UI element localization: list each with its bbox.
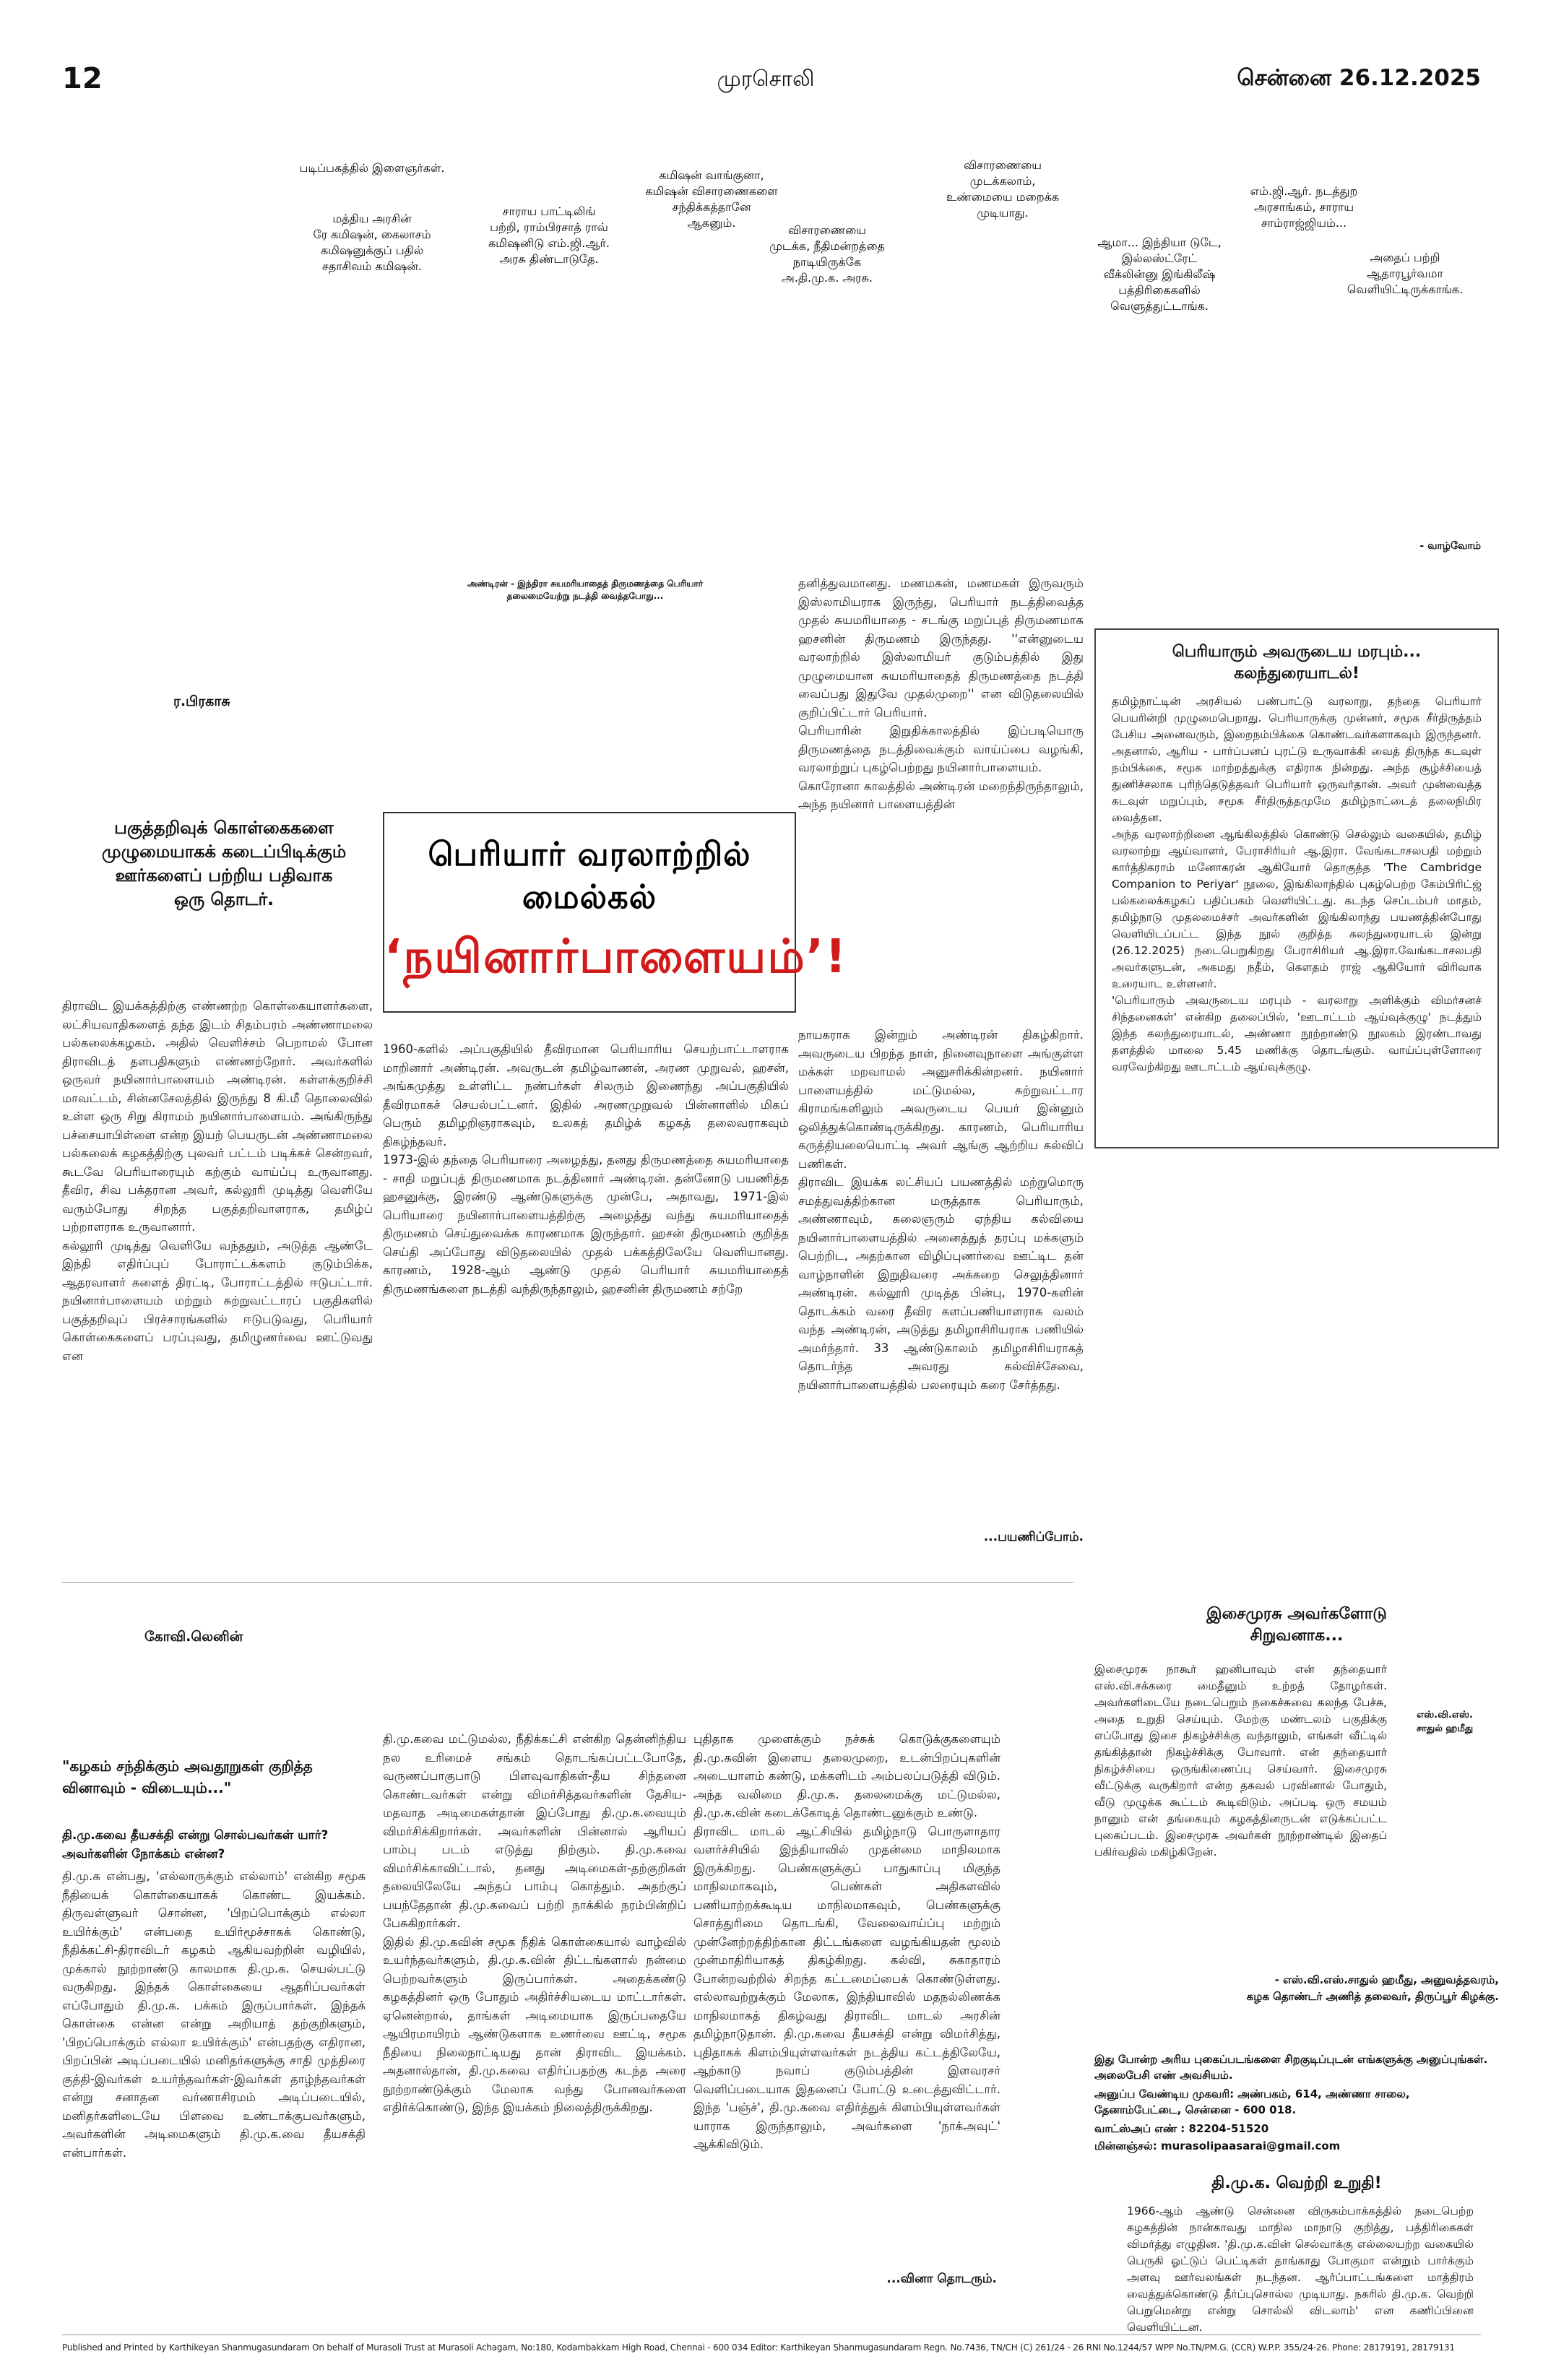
cartoon-bubble: மத்திய அரசின் ரே கமிஷன், கைலாசம் கமிஷனுக்குப் பதில் சதாசிவம் கமிஷன். — [313, 212, 431, 273]
victory-text: 1966-ஆம் ஆண்டு சென்னை விருகம்பாக்கத்தில் நடைபெற்ற கழகத்தின் நான்காவது மாநில மாநாடு குறித்து, பத்திரிகைகள் விமர்த்து எழுதின. 'தி.மு.க.வின் செல்வாக்கு எல்லையற்ற வகையில் பெருகி ஓட்டுப் பெட்டிகள் தாங்காது போகுமா என்றும் பார்க்கும் அளவு ஊர்வலங்கள் நடந்தன. ஆர்ப்பாட்டங்களை மாத்திரம் வைத்துக்கொண்டு தீர்ப்புசொல்ல முடியாது. நகரில் தி.மு.க. வெற்றி பெறுமென்று என்று சொல்லி விடலாம்' என கணிப்பினை வெளியிட்டன. — [1127, 2204, 1474, 2334]
sidebar-text: தமிழ்நாட்டின் அரசியல் பண்பாட்டு வரலாறு, தந்தை பெரியார் பெயரின்றி முழுமைபெறாது. பெரியாருக்கு முன்னர், சமூக சீர்திருத்தம் பேசிய அனைவரும், இறைநம்பிக்கை கொண்டவர்களாகவும் இருந்தனர். அதனால், ஆரிய - பார்ப்பனப் புரட்டு உருவாக்கி வைத் திருந்த கடவுள் நம்பிக்கை, சமூக மாற்றத்துக்கு எதிராக நின்றது. அந்த சூழ்ச்சியைத் துணிச்சலாக புரிந்தெடுத்தவர் பெரியார் ஒருவர்தான். அவர் முன்வைத்த கடவுள் மறுப்பும், சமூக சீர்திருத்தமுமே தமிழ்நாட்டைத் தலைநிமிர வைத்தன. அந்த வரலாற்றினை ஆங்கிலத்தில் கொண்டு செல்லும் வகையில், தமிழ் வரலாற்று ஆய்வாளர், பேராசிரியர் ஆ.இரா. வேங்கடாசலபதி மற்றும் கார்த்திகராம் மனோகரன் ஆகியோர் தொகுத்த 'The Cambridge Companion to Periyar' நூலை, இங்கிலாந்தில் புகழ்பெற்ற கேம்பிரிட்ஜ் பல்கலைக்கழகப் பதிப்பகம் வெளியிட்டது. கடந்த செப்டம்பர் மாதம், தமிழ்நாடு முதலமைச்சர் அவர்களின் இங்கிலாந்து பயணத்தின்போது வெளியிடப்பட்ட இந்த நூல் குறித்த கலந்துரையாடல் இன்று (26.12.2025) நடைபெறுகிறது பேராசிரியர் ஆ.இரா.வேங்கடாசலபதி அவர்களுடன், அகமது நதீம், கௌதம் ராஜ் ஆகியோர் விரிவாக உரையாட உள்ளனர். 'பெரியாரும் அவருடைய மரபும் - வரலாறு அளிக்கும் விமர்சனச் சிந்தனைகள்' என்கிற தலைப்பில், 'ஊடாட்டம் ஆய்வுக்குழு' நடத்தும் இந்த கலந்துரையாடல், அண்ணா நூற்றாண்டு நூலகம் இரண்டாவது தளத்தில் மாலை 5.45 மணிக்கு தொடங்கும். வாய்ப்புள்ளோரை வரவேற்கிறது ஊடாட்டம் ஆய்வுக்குழு. — [1112, 695, 1482, 1073]
whatsapp-number: வாட்ஸ்அப் எண் : 82204-51520 — [1094, 2122, 1269, 2135]
article1-col2-text: 1960-களில் அப்பகுதியில் தீவிரமான பெரியாரிய செயற்பாட்டாளராக மாறினார் அண்டிரன். அவருடன் தமிழ்வாணன், அரண முறுவல், ஹசன், அங்கமுத்து உள்ளிட்ட நண்பர்கள் சிலரும் இணைந்து அப்பகுதியில் தீவிரமாகச் செயல்பட்டனர். இதில் அரணமுறுவல் பின்னாளில் மிகப் பெரும் தமிழறிஞராகவும், உலகத் தமிழ்க் கழகத் தலைவராகவும் திகழ்ந்தவர். 1973-இல் தந்தை பெரியாரை அழைத்து, தனது திருமணத்தை சுயமரியாதை - சாதி மறுப்புத் திருமணமாக நடத்தினார் அண்டிரன். தன்னோடு பயணித்த ஹசனுக்கு, இரண்டு ஆண்டுகளுக்கு முன்பே, அதாவது, 1971-இல் பெரியாரை நயினார்பாளையத்திற்கு அழைத்து வந்து சுயமரியாதைத் திருமணம் செய்துவைக்க காரணமாக இருந்தார். ஹசன் திருமணம் குறித்த செய்தி அப்போது விடுதலையில் முதல் பக்கத்திலேயே வெளியானது. காரணம், 1928-ஆம் ஆண்டு முதல் பெரியார் சுயமரியாதைத் திருமணங்களை நடத்தி வந்திருந்தாலும், ஹசனின் திருமணம் சற்றே — [383, 1042, 789, 1296]
publication-imprint: Published and Printed by Karthikeyan Shanmugasundaram On behalf of Murasoli Trust at Murasoli Achagam, No:180, Kodambakkam High Road, Chennai - 600 034 Editor: Karthikeyan Shanmugasundaram Regn. No.7436, TN/CH (C) 261/24 - 26 RNI No.1244/57 WPP No.TN/PM.G. (CCR) W.P.P. 355/24-26. Phone: 28179191, 28179131 — [62, 2342, 1455, 2353]
article1-column-3a — [798, 574, 1084, 1022]
article1-byline: ர.பிரகாசு — [173, 693, 230, 709]
photo-request-notice: இது போன்ற அரிய புகைப்படங்களை சிறகுடிப்புடன் எங்களுக்கு அனுப்புங்கள். அலைபேசி எண் அவசியம். — [1094, 2053, 1488, 2082]
newspaper-name: முரசொலி — [717, 66, 815, 92]
article2-col1-text: தி.மு.க என்பது, 'எல்லாருக்கும் எல்லாம்' என்கிற சமூக நீதியைக் கொள்கையாகக் கொண்ட இயக்கம். திருவள்ளுவர் சொன்ன, 'பிறப்பொக்கும் எல்லா உயிர்க்கும்' என்பதை உயிர்மூச்சாகக் கொண்டு, நீதிக்கட்சி-திராவிடர் கழகம் ஆகியவற்றின் வழியில், முக்கால் நூற்றாண்டு காலமாக தி.மு.க. செயல்பட்டு வருகிறது. இந்தக் கொள்கையை ஆதரிப்பவர்கள் எப்போதும் தி.மு.க. பக்கம் இருப்பார்கள். இந்தக் கொள்கை என்ன என்று அறியாத் தற்குறிகளும், 'பிறப்பொக்கும் எல்லா உயிர்க்கும்' என்பதற்கு எதிரான, பிறப்பின் அடிப்படையில் மனிதர்களுக்கு சாதி முத்திரை குத்தி-இவர்கள் உயர்ந்தவர்கள்-இவர்கள் தாழ்ந்தவர்கள் என்று சனாதன வர்ணாசிரமம் அடிப்படையில், மனிதர்களிடையே பிளவை உண்டாக்குபவர்களும், அவர்களின் அடிமைகளும் தி.மு.க.வை தீயசக்தி என்பார்கள். — [62, 1869, 366, 2160]
article2-byline: கோவி.லெனின் — [144, 1629, 243, 1645]
article2-column-1 — [62, 1867, 366, 2272]
article1-continued: ...பயணிப்போம். — [983, 1530, 1084, 1544]
isai-murasu-title: இசைமுரசு அவர்களோடு சிறுவனாக... — [1206, 1605, 1387, 1645]
victory-title: தி.மு.க. வெற்றி உறுதி! — [1211, 2174, 1382, 2192]
isai-signature: - எஸ்.வி.எஸ்.சாதுல் ஹமீது, அனுவத்தவரம், கழக தொண்டர் அணித் தலைவர், திருப்பூர் கிழக்கு. — [1246, 1973, 1499, 2003]
article1-headline: பெரியார் வரலாற்றில் மைல்கல் — [428, 835, 751, 916]
article1-col3a-text: தனித்துவமானது. மணமகன், மணமகள் இருவரும் இஸ்லாமியராக இருந்து, பெரியார் நடத்திவைத்த முதல் சுயமரியாதை - சடங்கு மறுப்புத் திருமணமாக ஹசனின் திருமணம் இருந்தது. ''என்னுடைய வரலாற்றில் இஸ்லாமியர் குடும்பத்தில் இது முழுமையான சுயமரியாதைத் திருமணத்தை நடத்தி வைப்பது இதுவே முதல்முறை'' என விடுதலையில் குறிப்பிட்டார் பெரியார். பெரியாரின் இறுதிக்காலத்தில் இப்படியொரு திருமணத்தை நடத்திவைக்கும் வாய்ப்பை வழங்கி, வரலாற்றுப் புகழ்பெற்றது நயினார்பாளையம். கொரோனா காலத்தில் அண்டிரன் மறைந்திருந்தாலும், அந்த நயினார் பாளையத்தின் — [798, 576, 1084, 811]
section-divider — [62, 1582, 1073, 1583]
article1-intro: பகுத்தறிவுக் கொள்கைகளை முழுமையாகக் கடைப்பிடிக்கும் ஊர்களைப் பற்றிய பதிவாக ஒரு தொடர். — [101, 818, 347, 909]
article2-col2-text: தி.மு.கவை மட்டுமல்ல, நீதிக்கட்சி என்கிற தென்னிந்திய நல உரிமைச் சங்கம் தொடங்கப்பட்டபோதே, வருணப்பாகுபாடு பிளவுவாதிகள்-தீய சிந்தனை கொண்டவர்கள் என்று விமர்சித்தவர்களின் தேசிய-மதவாத அடிமைகள்தான் இப்போது தி.மு.க.வையும் விமர்சிக்கிறார்கள். அவர்களின் பின்னால் ஆரியப் பாம்பு படம் எடுத்து நிற்கும். தி.மு.கவை விமர்சிக்காவிட்டால், தனது அடிமைகள்-தற்குறிகள் தலையிலேயே அந்தப் பாம்பு கொத்தும். அதற்குப் பயந்தேதான் தி.மு.கவைப் பற்றி நாக்கில் நரம்பின்றிப் பேசுகிறார்கள். இதில் தி.மு.கவின் சமூக நீதிக் கொள்கையால் வாழ்வில் உயர்ந்தவர்களும், தி.மு.க.வின் திட்டங்களால் நன்மை பெற்றவர்களும் இருப்பார்கள். அதைக்கண்டு கழகத்தினர் ஒரு போதும் அதிர்ச்சியடைய மாட்டார்கள். ஏனென்றால், தாங்கள் அடிமையாக இருப்பதையே ஆயிரமாயிரம் ஆண்டுகளாக உணர்வை ஊட்டி, சமூக நீதியை நிலைநாட்டியது தான் திராவிட இயக்கம். அதனால்தான், தி.மு.கவை எதிர்ப்பதற்கு கடந்த அரை நூற்றாண்டுக்கும் மேலாக வந்து போனவர்களை எதிர்க்கொண்டு, இந்த இயக்கம் நிலைத்திருக்கிறது. — [383, 1732, 686, 2114]
cartoon-bubble: சாராய பாட்டிலிங் பற்றி, ராம்பிரசாத் ராவ் கமிஷனிடு எம்.ஜி.ஆர். அரசு திண்டாடுதே. — [488, 204, 610, 266]
article2-col3-text: புதிதாக முளைக்கும் நச்சுக் கொடுக்குகளையும் தி.மு.கவின் இளைய தலைமுறை, உடன்பிறப்புகளின் அடையாளம் கண்டு, மக்களிடம் அம்பலப்படுத்தி விடும். அந்த வலிமை தி.மு.க. தலைமைக்கு மட்டுமல்ல, தி.மு.க.வின் கடைக்கோடித் தொண்டனுக்கும் உண்டு. திராவிட மாடல் ஆட்சியில் தமிழ்நாடு பொருளாதார வளர்ச்சியில் இந்தியாவில் முதன்மை மாநிலமாக இருக்கிறது. பெண்களுக்குப் பாதுகாப்பு மிகுந்த மாநிலமாகவும், பெண்கள் அதிகளவில் பணியாற்றக்கூடிய மாநிலமாகவும், பெண்களுக்கு சொத்துரிமை தொடங்கி, வேலைவாய்ப்பு மற்றும் முன்னேற்றத்திற்கான திட்டங்களை வழங்கியதன் மூலம் முன்மாதிரியாகத் திகழ்கிறது. கல்வி, சுகாதாரம் போன்றவற்றில் சிறந்த கட்டமைப்பைக் கொண்டுள்ளது. எல்லாவற்றுக்கும் மேலாக, இந்தியாவில் மதநல்லிணக்க மாநிலமாகத் திகழ்வது திராவிட மாடல் அரசின் தமிழ்நாடுதான். தி.மு.கவை தீயசக்தி என்று விமர்சித்து, புதிதாகக் கிளம்பியுள்ளவர்கள் நடத்திய கட்டத்திலேயே, ஆற்காடு நவாப் குடும்பத்தின் இளவரசர் வெளிப்படையாக இதனைப் போட்டு உடைத்துவிட்டார். இந்த 'பஞ்ச்', தி.மு.கவை எதிர்த்துக் கிளம்பியுள்ளவர்கள் யாராக இருந்தாலும், அவர்களை 'நாக்அவுட்' ஆக்கிவிடும். — [693, 1732, 1000, 2151]
article2-continued: ...வினா தொடரும். — [886, 2272, 997, 2286]
email-address: மின்னஞ்சல்: murasolipaasarai@gmail.com — [1094, 2139, 1341, 2152]
article1-headline-highlight: ‘நயினார்பாளையம்’! — [384, 930, 848, 984]
article1-column-2 — [383, 1040, 789, 1553]
page-number: 12 — [62, 62, 103, 95]
isai-murasu-text: இசைமுரசு நாகூர் ஹனிபாவும் என் தந்தையார் எஸ்.வி.சக்கரை மைதீனும் உற்றத் தோழர்கள். அவர்களிடையே நடைபெறும் நகைச்சுவை கலந்த பேச்சு, அதை உறுதி செய்யும். மேற்கு மண்டலம் பகுதிக்கு எப்போது இசை நிகழ்ச்சிக்கு வந்தாலும், எங்கள் வீட்டில் தங்கித்தான் நிகழ்ச்சிக்கு போவார். என் தந்தையார் நிகழ்ச்சியை ஒருங்கிணைப்பு செய்வார். இசைமுரசு வீட்டுக்கு வருகிறார் என்ற தகவல் பரவினால் போதும், வீடு முழுக்க கூட்டம் கூடிவிடும். அப்படி ஒரு சமயம் நானும் என் தங்கையும் கழகத்தினருடன் எடுக்கப்பட்ட புகைப்படம். இசைமுரசு அவர்கள் நூற்றாண்டில் இதைப் பகிர்வதில் மகிழ்கிறேன். — [1094, 1663, 1387, 1858]
article1-col3b-text: நாயகராக இன்றும் அண்டிரன் திகழ்கிறார். அவருடைய பிறந்த நாள், நினைவுநாளை அங்குள்ள மக்கள் மறவாமல் அனுசரிக்கின்றனர். நயினார் பாளையத்தில் மட்டுமல்ல, சுற்றுவட்டார கிராமங்களிலும் அவருடைய பெயர் இன்னும் ஒலித்துக்கொண்டிருக்கிறது. காரணம், பெரியாரிய கருத்தியலையொட்டி அவர் ஆங்கு ஆற்றிய கல்விப் பணிகள். திராவிட இயக்க லட்சியப் பயணத்தில் மற்றுமொரு சமத்துவத்திற்கான மருத்தாக பெரியாரும், அண்ணாவும், கலைஞரும் ஏந்திய கல்வியை நயினார்பாளையத்தில் அனைத்துத் தரப்பு மக்களும் பெற்றிட, அதற்கான விழிப்புணர்வை ஊட்டிட தன் வாழ்நாளின் இறுதிவரை அக்கறை செலுத்தினார் அண்டிரன். கல்லூரி முடித்த பின்பு, 1970-களின் தொடக்கம் வரை தீவிர களப்பணியாளராக வலம் வந்த அண்டிரன், அடுத்து தமிழாசிரியராக பணியில் அமர்ந்தார். 33 ஆண்டுகாலம் தமிழாசிரியராகத் தொடர்ந்த அவரது கல்விச்சேவை, நயினார்பாளையத்தில் பலரையும் கரை சேர்த்தது. — [798, 1028, 1084, 1392]
cartoon-bubble: அதைப் பற்றி ஆதாரபூர்வமா வெளியிட்டிருக்காங்க. — [1347, 251, 1464, 296]
article2-column-2 — [383, 1730, 686, 2286]
article1-column-1 — [62, 997, 373, 1553]
article2-question: தி.மு.கவை தீயசக்தி என்று சொல்பவர்கள் யார்? அவர்களின் நோக்கம் என்ன? — [62, 1828, 329, 1861]
article1-col1-text: திராவிட இயக்கத்திற்கு எண்ணற்ற கொள்கையாளர்களை, லட்சியவாதிகளைத் தந்த இடம் சிதம்பரம் அண்ணாமலை பல்கலைக்கழகம். அதில் வெளிச்சம் பெறாமல் போன திராவிடத் தளபதிகளும் எண்ணற்றோர். அவர்களில் ஒருவர் நயினார்பாளையம் அண்டிரன். கள்ளக்குறிச்சி மாவட்டம், சின்னசேலத்தில் இருந்து 8 கி.மீ தொலைவில் உள்ள ஒரு சிறு கிராமம் நயினார்பாளையம். அங்கிருந்து பச்சையாபிள்ளை என்ற இயற் பெயருடன் அண்ணாமலை பல்கலைக் கழகத்திற்கு புலவர் பட்டம் படிக்கச் சென்றவர், கூடவே பெரியாரையும் கற்கும் வாய்ப்பு உருவானது. தீவிர, சிவ பக்தரான அவர், கல்லூரி முடித்து வெளியே வரும்போது சிறந்த பகுத்தறிவாளராக, தமிழ்ப் பற்றாளராக உருவானார். கல்லூரி முடித்து வெளியே வந்ததும், அடுத்த ஆண்டே இந்தி எதிர்ப்புப் போராட்டக்களம் குடும்பிக்க, ஆதரவாளர் களைத் திரட்டி, போராட்டத்தில் ஈடுபட்டார். நயினார்பாளையம் மற்றும் சுற்றுவட்டாரப் பகுதிகளில் பகுத்தறிவுப் பிரச்சாரங்களில் ஈடுபடுவது, பெரியார் கொள்கைகளைப் பரப்புவது, தமிழுணர்வை ஊட்டுவது என — [62, 999, 373, 1363]
article1-headline-box — [383, 812, 848, 1013]
cartoon-bubble: விசாரணையை முடக்க, நீதிமன்றத்தை நாடியிருக்கே அ.தி.மு.க. அரசு. — [769, 223, 885, 285]
cartoon-signoff: - வாழ்வோம் — [1419, 540, 1481, 552]
cartoon-bubble: ஆமா... இந்தியா டுடே, இல்லஸ்ட்ரேட் வீக்லின்னு இங்கிலீஷ் பத்திரிகைகளில் வெளுத்துட்டாங்க. — [1097, 235, 1222, 313]
article2-column-3 — [693, 1730, 1000, 2268]
cartoon-bubble: எம்.ஜி.ஆர். நடத்துற அரசாங்கம், சாராய சாம்ராஜ்ஜியம்... — [1250, 184, 1358, 230]
mailing-address: அனுப்ப வேண்டிய முகவரி: அண்பகம், 614, அண்ணா சாலை, தேனாம்பேட்டை, சென்னை - 600 018. — [1094, 2087, 1410, 2116]
dateline: சென்னை 26.12.2025 — [1237, 65, 1481, 91]
photo-caption: அண்டிரன் - இந்திரா சுயமரியாதைத் திருமணத்தை பெரியார் தலைமையேற்று நடத்தி வைத்தபோது... — [467, 579, 704, 601]
sidebar-discussion-box — [1094, 628, 1499, 1148]
sidebar-title: பெரியாரும் அவருடைய மரபும்... கலந்துரையாடல்! — [1172, 643, 1422, 683]
footer-rule — [62, 2334, 1481, 2335]
article2-intro: "கழகம் சந்திக்கும் அவதூறுகள் குறித்த வினாவும் - விடையும்..." — [62, 1757, 313, 1796]
isai-photo-caption: எஸ்.வி.எஸ். சாதுல் ஹமீது — [1416, 1710, 1474, 1734]
cartoon-bubble: படிப்பகத்தில் இளைஞர்கள். — [299, 161, 445, 175]
article1-column-3b — [798, 1026, 1084, 1524]
cartoon-bubble: விசாரணையை முடக்கலாம், உண்மையை மறைக்க முடியாது. — [946, 158, 1060, 220]
cartoon-bubble: கமிஷன் வாங்குனா, கமிஷன் விசாரணைகளை சந்திக்கத்தானே ஆகனும். — [645, 168, 778, 230]
